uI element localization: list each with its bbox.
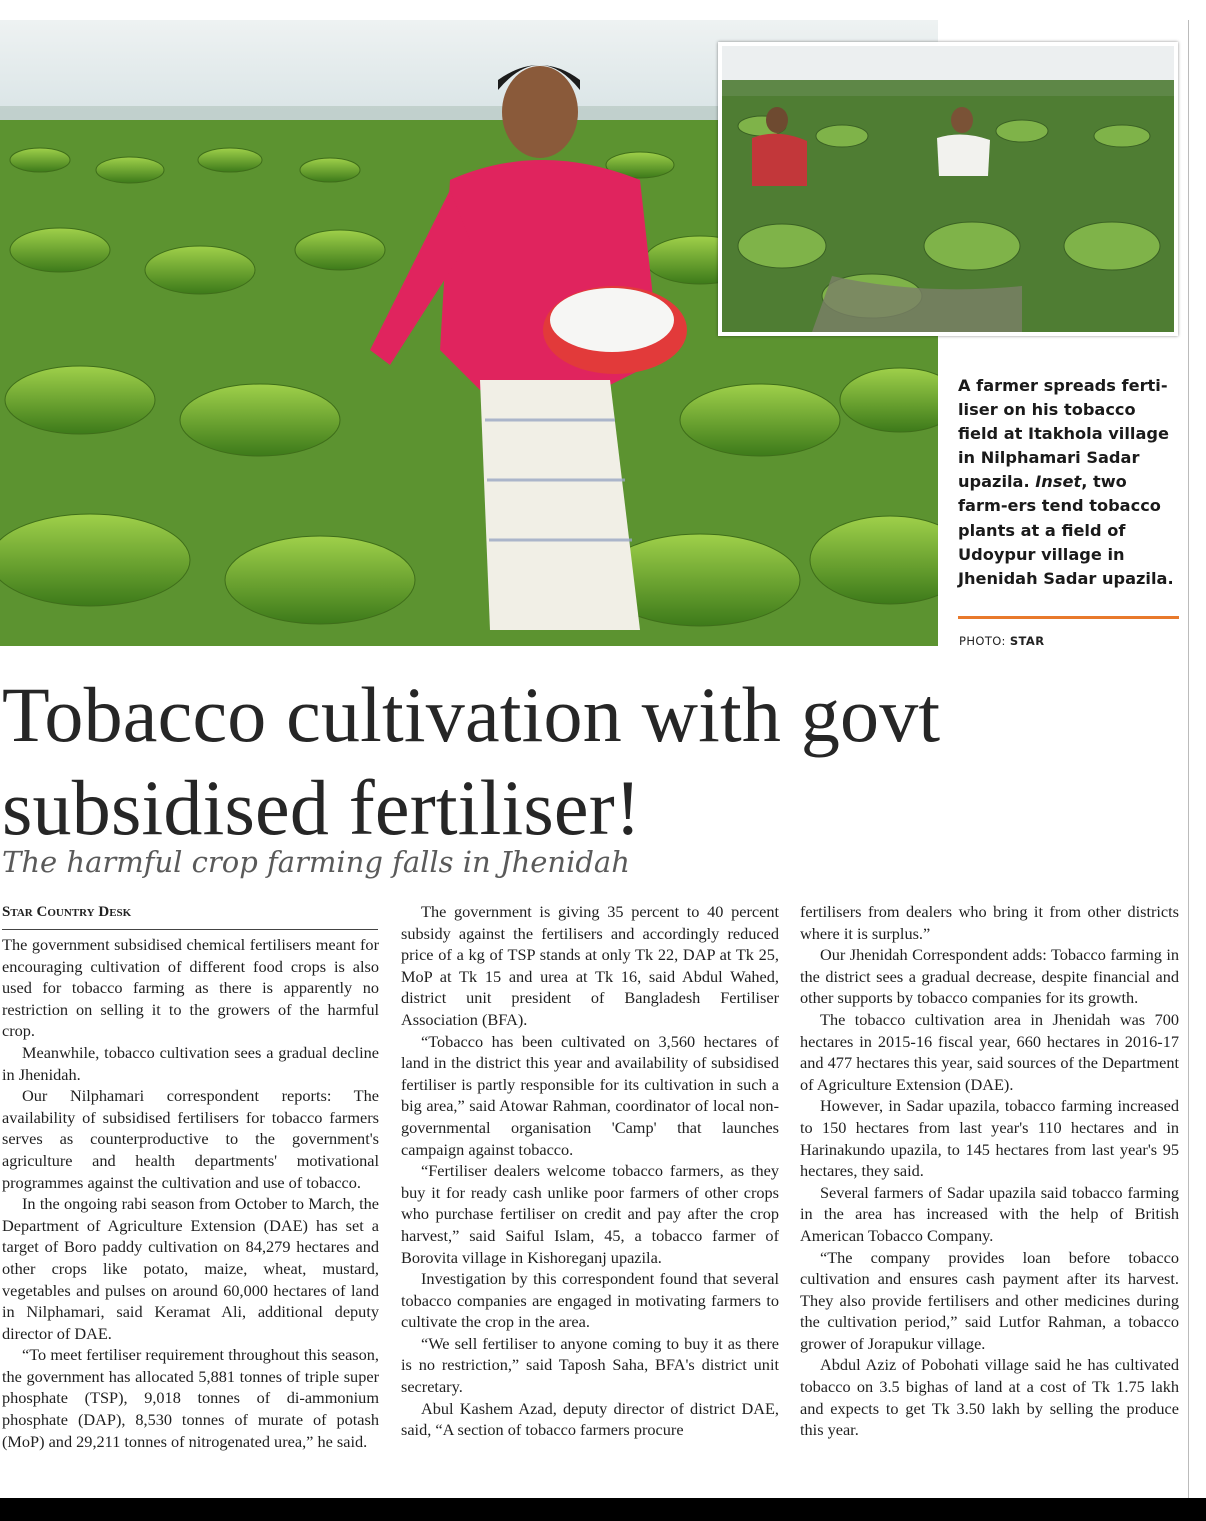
caption-part2: , two farm-ers tend tobacco plants at a field of Udoypur village in Jhenidah Sadar upazila. xyxy=(958,472,1174,588)
article-paragraph: “We sell fertiliser to anyone coming to buy it as there is no restriction,” said Taposh Saha, BFA's district unit secretary. xyxy=(401,1333,779,1397)
article-paragraph: Abul Kashem Azad, deputy director of district DAE, said, “A section of tobacco farmers procure xyxy=(401,1398,779,1440)
subheadline: The harmful crop farming falls in Jhenidah xyxy=(2,845,630,879)
article-column-1 xyxy=(2,934,379,1497)
article-paragraph: The government is giving 35 percent to 40 percent subsidy against the fertilisers and accordingly reduced price of a kg of TSP stands at only Tk 22, DAP at Tk 25, MoP at Tk 15 and urea at Tk 16, said Abdul Wahed, district unit president of Bangladesh Fertiliser Association (BFA). xyxy=(401,902,779,1029)
caption-part1: A farmer spreads ferti-liser on his tobacco field at Itakhola village in Nilphamari Sadar upazila. xyxy=(958,376,1169,492)
column-divider-line xyxy=(1188,20,1189,1498)
article-column-3 xyxy=(800,901,1179,1497)
caption-divider xyxy=(958,616,1179,619)
article-paragraph: The tobacco cultivation area in Jhenidah was 700 hectares in 2015-16 fiscal year, 660 hectares in 2016-17 and 477 hectares this year, said sources of the Department of Agriculture Extension (DAE). xyxy=(800,1009,1179,1094)
article-paragraph: Abdul Aziz of Pobohati village said he has cultivated tobacco on 3.5 bighas of land at a cost of Tk 1.75 lakh and expects to get Tk 3.50 lakh by selling the produce this year. xyxy=(800,1355,1179,1440)
caption-text xyxy=(958,374,1180,591)
photo-credit xyxy=(959,634,1044,648)
article-paragraph: “To meet fertiliser requirement throughout this season, the government has allocated 5,881 tonnes of triple super phosphate (TSP), 9,018 tonnes of di-ammonium phosphate (DAP), 8,530 tonnes of murate of potash (MoP) and 29,211 tonnes of nitrogenated urea,” he said. xyxy=(2,1345,379,1451)
photo-credit-prefix: PHOTO: xyxy=(959,634,1006,648)
article-paragraph: Our Jhenidah Correspondent adds: Tobacco farming in the district sees a gradual decrease, despite financial and other supports by tobacco companies for its growth. xyxy=(800,945,1179,1008)
article-paragraph: “The company provides loan before tobacco cultivation and ensures cash payment after its harvest. They also provide fertilisers and other medicines during the cultivation period,” said Lutfor Rahman, a tobacco grower of Jorapukur village. xyxy=(800,1247,1179,1353)
article-paragraph: Meanwhile, tobacco cultivation sees a gradual decline in Jhenidah. xyxy=(2,1042,379,1084)
article-paragraph: “Fertiliser dealers welcome tobacco farmers, as they buy it for ready cash unlike poor farmers of other crops who purchase fertiliser on credit and pay after the crop harvest,” said Saiful Islam, 45, a tobacco farmer of Borovita village in Kishoreganj upazila. xyxy=(401,1161,779,1267)
photo-credit-source: STAR xyxy=(1009,634,1045,648)
article-paragraph: The government subsidised chemical fertilisers meant for encouraging cultivation of different food crops is also used for tobacco farming as there is apparently no restriction on selling it to the growers of the harmful crop. xyxy=(2,935,379,1041)
page-bottom-bar xyxy=(0,1498,1206,1521)
article-paragraph: fertilisers from dealers who bring it from other districts where it is surplus.” xyxy=(800,902,1179,943)
inset-photo-illustration xyxy=(722,46,1174,332)
article-column-2 xyxy=(401,901,779,1497)
article-paragraph: Several farmers of Sadar upazila said tobacco farming in the area has increased with the help of British American Tobacco Company. xyxy=(800,1182,1179,1245)
article-paragraph: “Tobacco has been cultivated on 3,560 hectares of land in the district this year and availability of subsidised fertiliser is partly responsible for its cultivation in such a big area,” said Atowar Rahman, coordinator of local non-governmental organisation 'Camp' that launches campaign against tobacco. xyxy=(401,1031,779,1159)
article-paragraph: Investigation by this correspondent found that several tobacco companies are engaged in motivating farmers to cultivate the crop in the area. xyxy=(401,1269,779,1332)
byline: Star Country Desk xyxy=(2,901,378,930)
inset-photo xyxy=(718,42,1178,336)
caption-inset-label: Inset xyxy=(1035,472,1082,492)
article-paragraph: Our Nilphamari correspondent reports: The availability of subsidised fertilisers for tobacco farmers serves as counterproductive to the government's agriculture and health departments' motivational programmes against the cultivation and use of tobacco. xyxy=(2,1086,379,1192)
photo-caption xyxy=(958,374,1180,591)
article-paragraph: In the ongoing rabi season from October to March, the Department of Agriculture Extension (DAE) has set a target of Boro paddy cultivation on 84,279 hectares and other crops like potato, maize, wheat, mustard, vegetables and pulses on around 60,000 hectares of land in Nilphamari, said Keramat Ali, additional deputy director of DAE. xyxy=(2,1194,379,1343)
article-paragraph: However, in Sadar upazila, tobacco farming increased to 150 hectares from last year's 110 hectares and in Harinakundo upazila, to 145 hectares from last year's 95 hectares, they said. xyxy=(800,1096,1179,1181)
headline: Tobacco cultivation with govt subsidised fertiliser! xyxy=(2,671,941,851)
